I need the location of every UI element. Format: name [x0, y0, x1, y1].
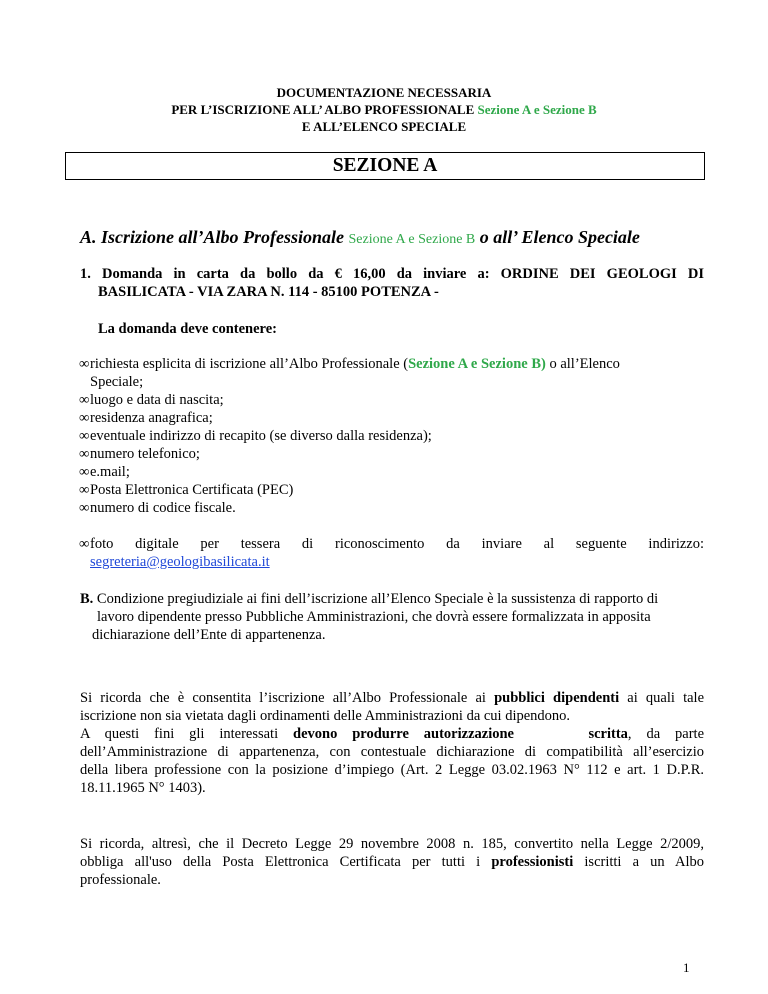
section-b-line-1: B. Condizione pregiudiziale ai fini dell’iscrizione all’Elenco Speciale è la sussistenza di rapporto di — [80, 591, 659, 607]
note-1-line-2: iscrizione non sia vietata dagli ordinamenti delle Amministrazioni da cui dipendono. — [80, 708, 571, 724]
page-number: 1 — [683, 960, 690, 975]
heading-sections-green: Sezione A e Sezione B — [348, 232, 476, 247]
note-1-line-3: A questi fini gli interessati devono produrre autorizzazione scritta, da parte — [80, 726, 705, 742]
section-b-line-3: dichiarazione dell’Ente di appartenenza. — [92, 627, 326, 643]
list-item: richiesta esplicita di iscrizione all’Albo Professionale (Sezione A e Sezione B) o all’Elenco — [90, 356, 620, 372]
heading-a: A. Iscrizione all’Albo Professionale Sezione A e Sezione B o all’ Elenco Speciale — [80, 227, 640, 247]
header-line-1: DOCUMENTAZIONE NECESSARIA — [276, 85, 492, 100]
note-1-line-1: Si ricorda che è consentita l’iscrizione all’Albo Professionale ai pubblici dipendenti ai quali tale — [80, 690, 705, 706]
bullet-icon: ∞ — [79, 428, 90, 444]
bullet-icon: ∞ — [79, 410, 90, 426]
list-item: eventuale indirizzo di recapito (se diverso dalla residenza); — [90, 428, 432, 444]
section-title: SEZIONE A — [332, 155, 438, 176]
note-2-line-3: professionale. — [80, 872, 161, 888]
requirements-label: La domanda deve contenere: — [98, 321, 277, 337]
list-item-continuation: Speciale; — [90, 374, 144, 390]
header-line-3: E ALL’ELENCO SPECIALE — [301, 119, 467, 134]
email-link[interactable]: segreteria@geologibasilicata.it — [90, 554, 270, 570]
bullet-icon: ∞ — [79, 392, 90, 408]
list-item: numero telefonico; — [90, 446, 200, 462]
bullet-icon: ∞ — [79, 446, 90, 462]
note-1-line-5: della libera professione con la posizione d’impiego (Art. 2 Legge 03.02.1963 N° 112 e art. 1 D.P.R. — [80, 762, 704, 778]
list-item: residenza anagrafica; — [90, 410, 213, 426]
note-1-line-4: dell’Amministrazione di appartenenza, con contestuale dichiarazione di compatibilità all’esercizio — [80, 744, 704, 760]
bullet-icon: ∞ — [79, 500, 90, 516]
note-2-line-1: Si ricorda, altresì, che il Decreto Legge 29 novembre 2008 n. 185, convertito nella Legge 2/2009, — [80, 836, 704, 852]
list-item-continuation — [90, 553, 704, 571]
section-title-box — [65, 152, 705, 180]
note-2-line-2: obbliga all'uso della Posta Elettronica Certificata per tutti i professionisti iscritti a un Albo — [80, 854, 705, 870]
bullet-icon: ∞ — [79, 464, 90, 480]
bullet-icon: ∞ — [79, 536, 90, 552]
bullet-icon: ∞ — [79, 482, 90, 498]
list-item: Posta Elettronica Certificata (PEC) — [90, 482, 294, 498]
section-b-line-2: lavoro dipendente presso Pubbliche Amministrazioni, che dovrà essere formalizzata in apposita — [97, 609, 651, 625]
list-item-photo: foto digitale per tessera di riconoscimento da inviare al seguente indirizzo: — [90, 536, 704, 552]
bullet-icon: ∞ — [79, 356, 90, 372]
item-1-line-2: BASILICATA - VIA ZARA N. 114 - 85100 POTENZA - — [98, 284, 439, 300]
header-line-2: PER L’ISCRIZIONE ALL’ ALBO PROFESSIONALE Sezione A e Sezione B — [171, 102, 597, 117]
header-sections-green: Sezione A e Sezione B — [477, 102, 597, 117]
list-item: e.mail; — [90, 464, 130, 480]
list-item: numero di codice fiscale. — [90, 500, 236, 516]
list-item: luogo e data di nascita; — [90, 392, 224, 408]
item-1-line-1: 1. Domanda in carta da bollo da € 16,00 da inviare a: ORDINE DEI GEOLOGI DI — [80, 266, 704, 282]
note-1-line-6: 18.11.1965 N° 1403). — [80, 780, 206, 796]
